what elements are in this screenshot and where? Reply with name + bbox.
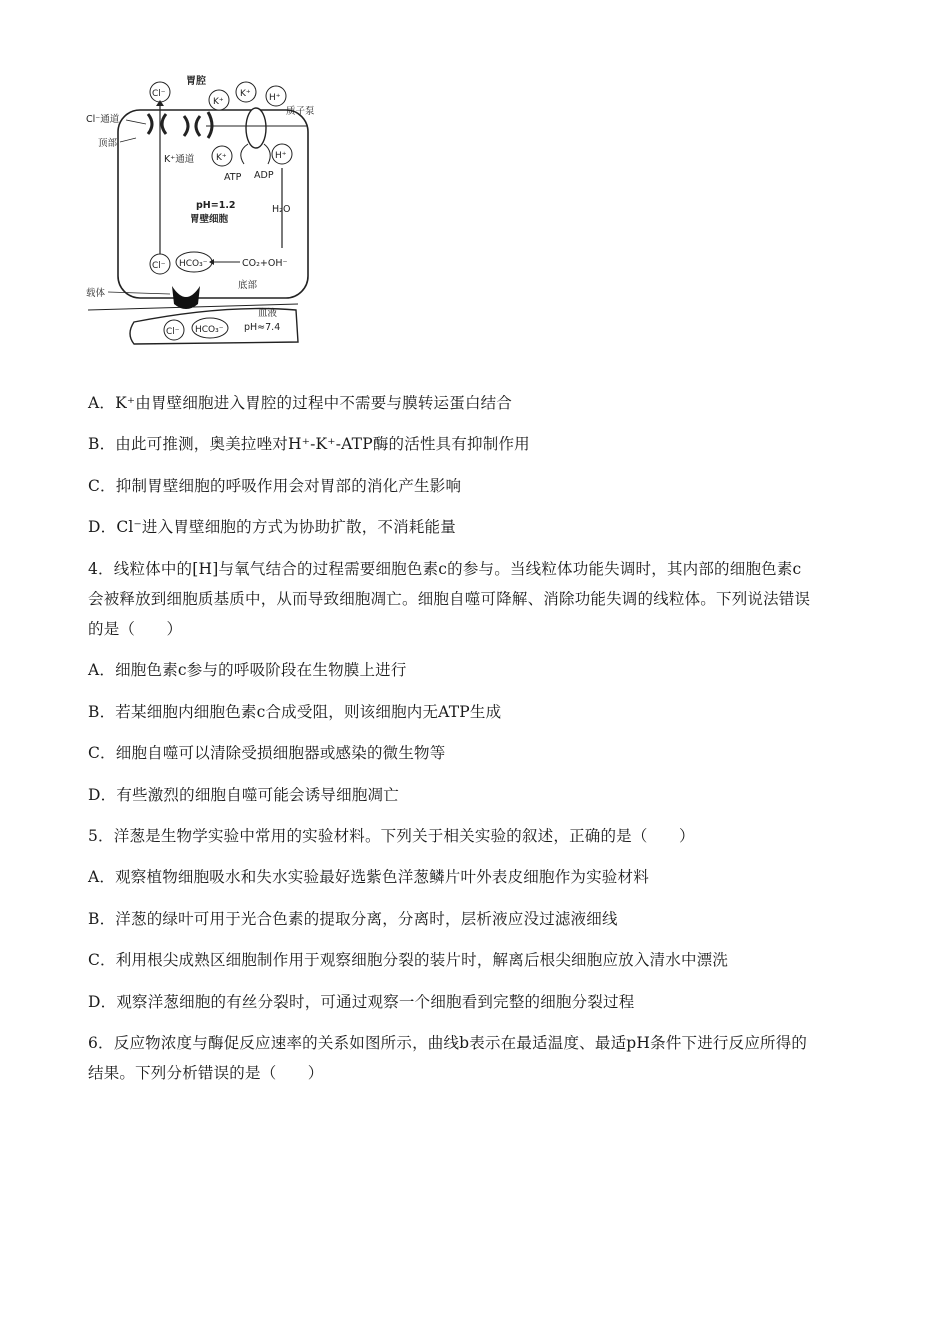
q4-stem-line3: 的是（ ） (88, 620, 183, 638)
label-cell: 胃壁细胞 (190, 214, 229, 225)
q4-stem-line2: 会被释放到细胞质基质中，从而导致细胞凋亡。细胞自噬可降解、消除功能失调的线粒体。下列说法错误 (88, 590, 811, 608)
label-proton-pump: 质子泵 (286, 106, 315, 117)
q4-option-c: C．细胞自噬可以清除受损细胞器或感染的微生物等 (88, 744, 446, 762)
q4-option-a: A．细胞色素c参与的呼吸阶段在生物膜上进行 (88, 661, 407, 679)
q4-stem-line1: 4．线粒体中的[H]与氧气结合的过程需要细胞色素c的参与。当线粒体功能失调时，其内部的细胞色素c (88, 560, 802, 578)
ion-hco3-inner: HCO₃⁻ (179, 259, 208, 269)
ion-h-1: H⁺ (269, 93, 281, 103)
q3-option-a: A．K⁺由胃壁细胞进入胃腔的过程中不需要与膜转运蛋白结合 (88, 394, 513, 412)
ion-h-2: H⁺ (275, 151, 287, 161)
q3-option-c: C．抑制胃壁细胞的呼吸作用会对胃部的消化产生影响 (88, 477, 462, 495)
q5-option-c: C．利用根尖成熟区细胞制作用于观察细胞分裂的装片时，解离后根尖细胞应放入清水中漂洗 (88, 951, 729, 969)
q5-option-a: A．观察植物细胞吸水和失水实验最好选紫色洋葱鳞片叶外表皮细胞作为实验材料 (88, 868, 649, 886)
q4-option-d: D．有些激烈的细胞自噬可能会诱导细胞凋亡 (88, 786, 399, 804)
label-h2o: H₂O (272, 204, 291, 215)
label-carrier: 载体 (86, 288, 106, 299)
q5-option-d: D．观察洋葱细胞的有丝分裂时，可通过观察一个细胞看到完整的细胞分裂过程 (88, 993, 635, 1011)
ion-cl-inner: Cl⁻ (152, 261, 166, 271)
label-bottom: 底部 (238, 280, 258, 291)
ion-k-2: K⁺ (240, 89, 251, 99)
parietal-cell-diagram (86, 72, 346, 350)
label-ph-cell: pH=1.2 (196, 200, 236, 211)
label-k-channel: K⁺通道 (164, 154, 195, 165)
label-blood: 血液 (258, 308, 278, 319)
ion-cl-blood: Cl⁻ (166, 327, 180, 337)
label-co2: CO₂+OH⁻ (242, 258, 288, 269)
label-ph-blood: pH≈7.4 (244, 322, 281, 333)
label-stomach: 胃腔 (186, 76, 206, 87)
ion-k-3: K⁺ (216, 153, 227, 163)
q5-stem: 5．洋葱是生物学实验中常用的实验材料。下列关于相关实验的叙述，正确的是（ ） (88, 827, 695, 845)
q6-stem-line2: 结果。下列分析错误的是（ ） (88, 1064, 324, 1082)
q5-option-b: B．洋葱的绿叶可用于光合色素的提取分离，分离时，层析液应没过滤液细线 (88, 910, 618, 928)
label-atp: ATP (224, 172, 242, 183)
q3-option-b: B．由此可推测，奥美拉唑对H⁺-K⁺-ATP酶的活性具有抑制作用 (88, 435, 530, 453)
carrier-shape (172, 286, 200, 309)
ion-hco3-blood: HCO₃⁻ (195, 325, 224, 335)
q4-option-b: B．若某细胞内细胞色素c合成受阻，则该细胞内无ATP生成 (88, 703, 502, 721)
label-cl-channel: Cl⁻通道 (86, 114, 120, 125)
label-adp: ADP (254, 170, 274, 181)
ion-k-1: K⁺ (213, 97, 224, 107)
q6-stem-line1: 6．反应物浓度与酶促反应速率的关系如图所示，曲线b表示在最适温度、最适pH条件下进行反应所得的 (88, 1034, 808, 1052)
label-top: 顶部 (98, 138, 118, 149)
q3-option-d: D．Cl⁻进入胃壁细胞的方式为协助扩散，不消耗能量 (88, 518, 456, 536)
ion-cl-top: Cl⁻ (152, 89, 166, 99)
